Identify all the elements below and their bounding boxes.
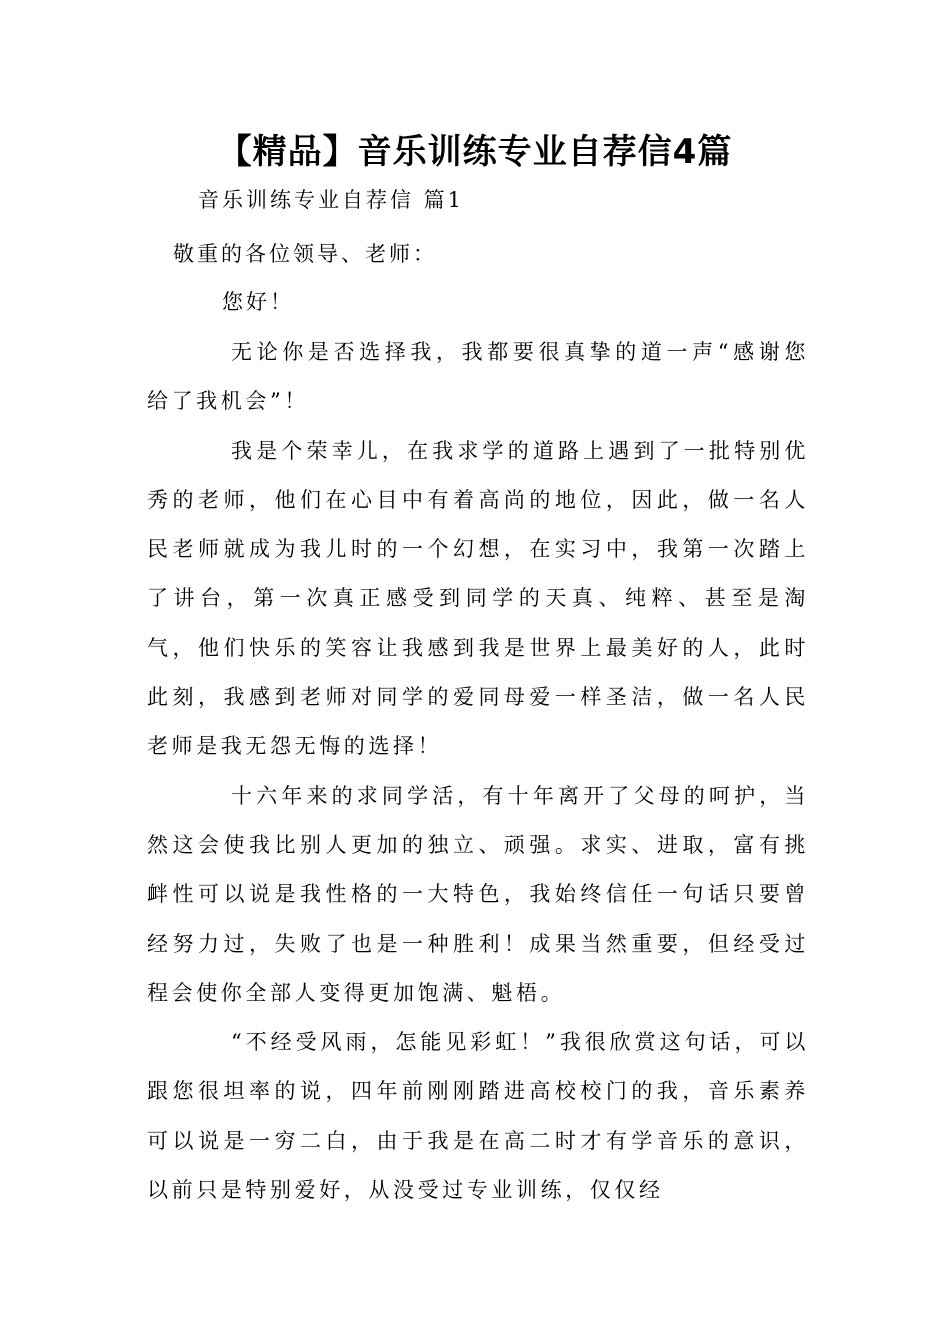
paragraph: 十六年来的求同学活，有十年离开了父母的呵护，当然这会使我比别人更加的独立、顽强。求实、进取，富有挑衅性可以说是我性格的一大特色，我始终信任一句话只要曾经努力过，失败了也是一种胜利！成果当然重要，但经受过程会使你全部人变得更加饱满、魁梧。 <box>147 783 809 1005</box>
paragraph: 我是个荣幸儿，在我求学的道路上遇到了一批特别优秀的老师，他们在心目中有着高尚的地位，因此，做一名人民老师就成为我儿时的一个幻想，在实习中，我第一次踏上了讲台，第一次真正感受到同学的天真、纯粹、甚至是淘气，他们快乐的笑容让我感到我是世界上最美好的人，此时此刻，我感到老师对同学的爱同母爱一样圣洁，做一名人民老师是我无怨无悔的选择！ <box>147 438 809 759</box>
paragraph: 无论你是否选择我，我都要很真挚的道一声“感谢您给了我机会”！ <box>147 340 809 414</box>
salutation: 敬重的各位领导、老师： <box>173 242 437 266</box>
greeting: 您好！ <box>222 290 294 314</box>
document-title: 【精品】音乐训练专业自荐信4篇 <box>217 132 733 172</box>
letter-body <box>147 328 809 1215</box>
letter-subtitle: 音乐训练专业自荐信 篇1 <box>198 188 465 212</box>
paragraph: “不经受风雨，怎能见彩虹！”我很欣赏这句话，可以跟您很坦率的说，四年前刚刚踏进高校校门的我，音乐素养可以说是一穷二白，由于我是在高二时才有学音乐的意识，以前只是特别爱好，从没受过专业训练，仅仅经 <box>147 1030 809 1203</box>
